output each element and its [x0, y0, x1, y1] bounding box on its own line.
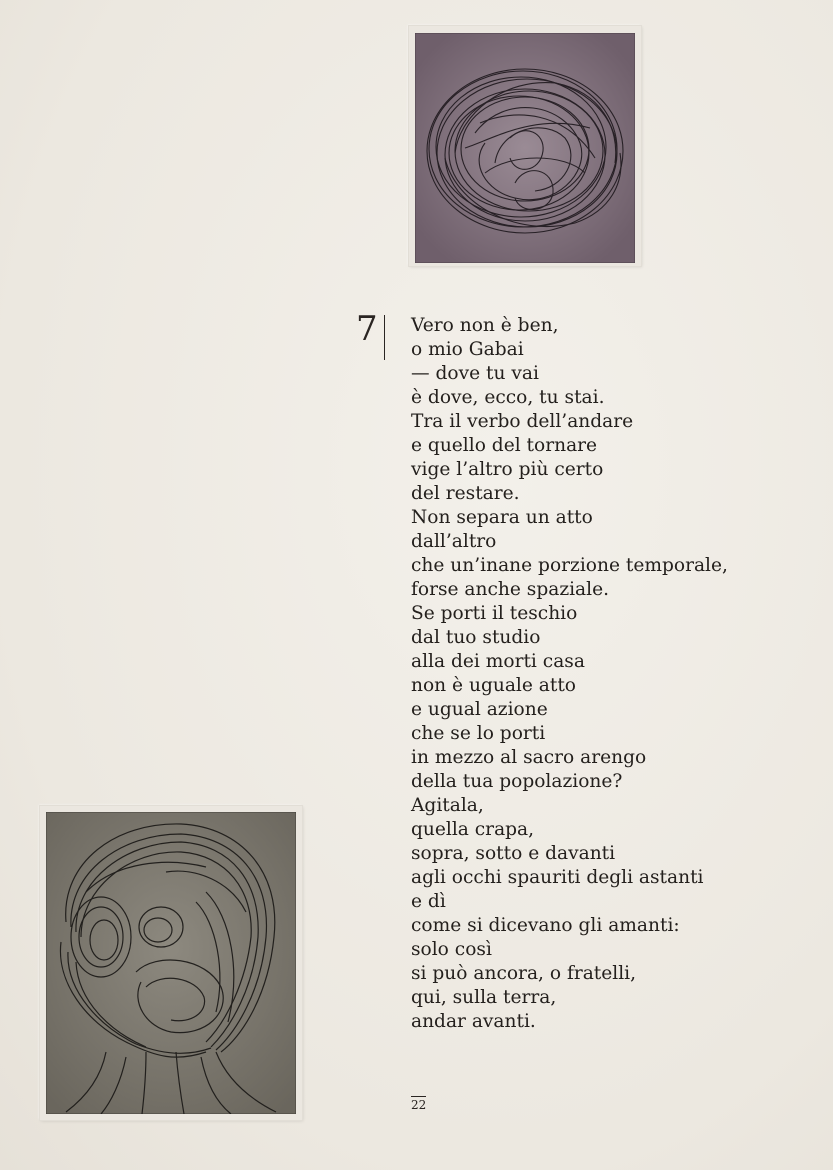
page-number: 22: [411, 1098, 427, 1112]
poem-line: Vero non è ben,: [411, 315, 559, 336]
poem-line: come si dicevano gli amanti:: [411, 915, 680, 936]
page-number-rule: [411, 1096, 426, 1097]
poem-number-rule: [384, 315, 385, 360]
poem-line: e quello del tornare: [411, 435, 598, 456]
poem-line: dal tuo studio: [411, 627, 541, 648]
poem-line: quella crapa,: [411, 819, 535, 840]
poem-line: e ugual azione: [411, 699, 548, 720]
poem-line: si può ancora, o fratelli,: [411, 963, 637, 984]
poem-line: o mio Gabai: [411, 339, 524, 360]
poem-line: Agitala,: [411, 795, 484, 816]
poem-line: — dove tu vai: [411, 363, 539, 384]
poem-line: e dì: [411, 891, 446, 912]
poem-line: alla dei morti casa: [411, 651, 585, 672]
bottom-etching: [46, 812, 296, 1114]
poem-line: Se porti il teschio: [411, 603, 578, 624]
poem-line: sopra, sotto e davanti: [411, 843, 616, 864]
poem-number: 7: [356, 309, 378, 349]
poem-line: qui, sulla terra,: [411, 987, 557, 1008]
poem-text: [411, 314, 821, 1034]
poem-line: è dove, ecco, tu stai.: [411, 387, 605, 408]
poem-line: Tra il verbo dell’andare: [411, 411, 634, 432]
poem-line: andar avanti.: [411, 1011, 536, 1032]
poem-line: forse anche spaziale.: [411, 579, 610, 600]
poem-line: che un’inane porzione temporale,: [411, 555, 728, 576]
poem-line: del restare.: [411, 483, 520, 504]
poem-line: dall’altro: [411, 531, 497, 552]
poem-line: della tua popolazione?: [411, 771, 623, 792]
poem-line: non è uguale atto: [411, 675, 576, 696]
poem-line: in mezzo al sacro arengo: [411, 747, 647, 768]
poem-line: Non separa un atto: [411, 507, 593, 528]
poem-line: solo così: [411, 939, 492, 960]
poem-line: agli occhi spauriti degli astanti: [411, 867, 704, 888]
top-etching: [415, 33, 635, 263]
poem-line: vige l’altro più certo: [411, 459, 604, 480]
poem-line: che se lo porti: [411, 723, 546, 744]
